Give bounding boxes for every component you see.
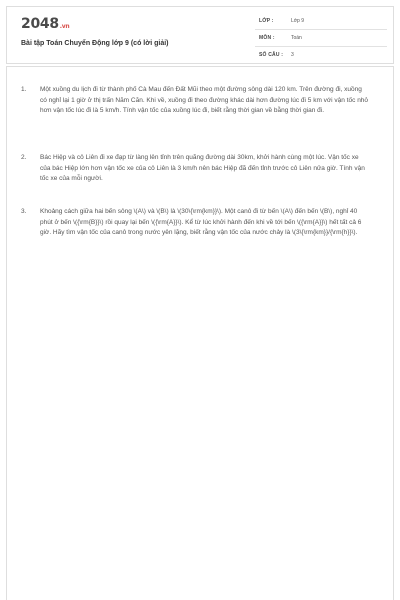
problem-text: Khoảng cách giữa hai bến sông \(A\) và \(B\) là \(30\{\rm{km}}\). Một canô đi từ bến \(A\) đến bến \(B\), nghỉ 40 phút ở bến \({\rm{B}}\) rồi quay lại bến \({\rm{A}}\). Kể từ lúc khởi hành đến khi về tới bến \({\rm{A}}\) hết tất cả 6 giờ. Hãy tìm vận tốc của canô trong nước yên lặng, biết rằng vận tốc của nước chảy là \(3\{\rm{km}}/{\rm{h}}\). — [40, 208, 362, 236]
meta-row-count — [255, 50, 387, 63]
meta-label-grade: LỚP : — [259, 18, 274, 24]
meta-value-grade: Lớp 9 — [291, 18, 305, 24]
logo-number: 2048 — [21, 16, 59, 32]
problem-number: 2. — [21, 154, 27, 161]
problem-number: 1. — [21, 86, 27, 93]
worksheet-title: Bài tập Toán Chuyển Động lớp 9 (có lời giải) — [21, 40, 169, 47]
problem-text: Bác Hiệp và cô Liên đi xe đạp từ làng lên tỉnh trên quãng đường dài 30km, khởi hành cùng một lúc. Vận tốc xe của bác Hiệp lớn hơn vận tốc xe của cô Liên là 3 km/h nên bác Hiệp đã đến tỉnh trước cô Liên nửa giờ. Tính vận tốc xe của mỗi người. — [40, 154, 365, 182]
meta-label-subject: MÔN : — [259, 35, 275, 41]
meta-value-count: 3 — [291, 52, 294, 58]
worksheet-meta — [255, 7, 395, 63]
meta-row-grade — [255, 16, 387, 30]
logo-tld: .vn — [59, 23, 70, 30]
meta-value-subject: Toán — [291, 35, 302, 41]
site-logo[interactable] — [21, 16, 69, 35]
worksheet-header — [6, 6, 394, 64]
meta-row-subject — [255, 33, 387, 47]
meta-label-count: SỐ CÂU : — [259, 52, 284, 58]
problem-text: Một xuồng du lịch đi từ thành phố Cà Mau đến Đất Mũi theo một đường sông dài 120 km. Trên đường đi, xuồng có nghỉ lại 1 giờ ở thị trấn Năm Căn. Khi về, xuồng đi theo đường khác dài hơn đường lúc đi 5 km với vận tốc nhỏ hơn vận tốc lúc đi là 5 km/h. Tính vận tốc của xuồng lúc đi, biết rằng thời gian về bằng thời gian đi. — [40, 86, 369, 114]
worksheet-content — [6, 66, 394, 600]
problem-number: 3. — [21, 208, 27, 215]
